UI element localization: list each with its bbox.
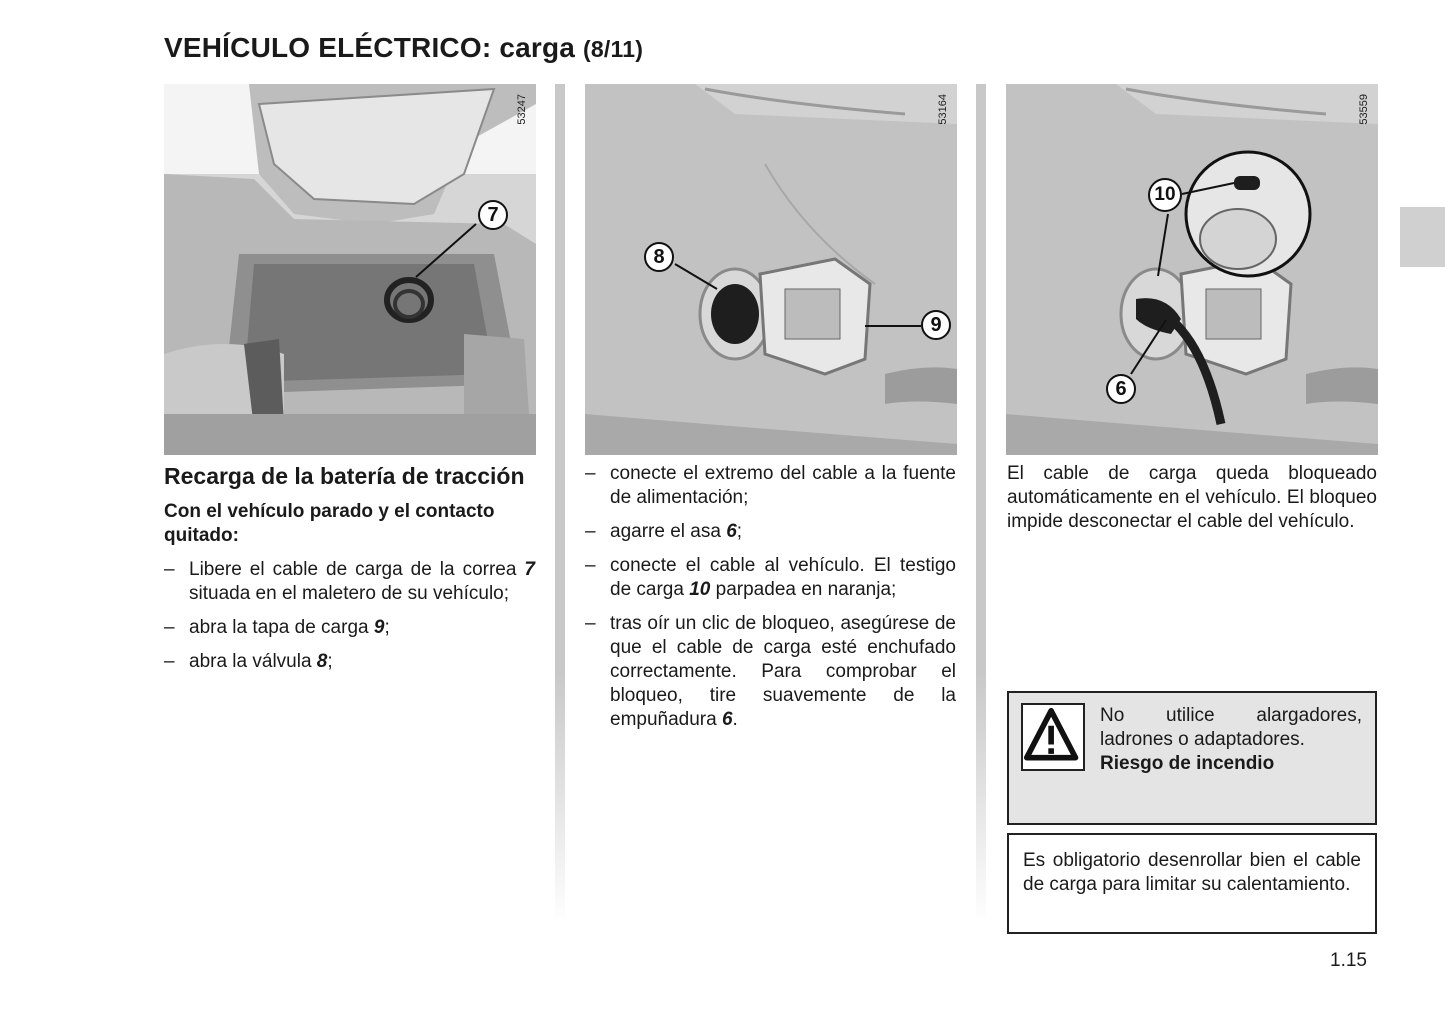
callout-9: 9	[921, 310, 951, 340]
cable-plugged-illustration	[1006, 84, 1378, 455]
subheading: Con el vehículo parado y el contacto quitado:	[164, 501, 495, 546]
reference-number: 9	[373, 617, 385, 638]
warning-triangle-icon	[1021, 703, 1085, 771]
warning-text	[1100, 704, 1362, 776]
column-1-text	[164, 462, 535, 684]
note-box: Es obligatorio desenrollar bien el cable de carga para limitar su calentamiento.	[1007, 833, 1377, 934]
steps-list	[164, 558, 535, 674]
callout-7: 7	[478, 200, 508, 230]
page-title	[164, 32, 643, 64]
column-divider	[976, 84, 986, 924]
reference-number: 7	[524, 559, 535, 580]
charging-flap-illustration	[585, 84, 957, 455]
step-item: – tras oír un clic de bloqueo, asegúrese de que el cable de carga esté enchufado correctamente. Para comprobar el bloqueo, tire suavemente de la empuñadura 6.	[585, 612, 956, 732]
callout-6: 6	[1106, 374, 1136, 404]
reference-number: 6	[726, 521, 737, 542]
figure-code: 53559	[1358, 94, 1370, 125]
column-divider	[555, 84, 565, 924]
callout-10: 10	[1148, 178, 1182, 212]
column-2-text	[585, 462, 956, 742]
section-tab	[1400, 207, 1445, 267]
figure-trunk-cable	[164, 84, 536, 455]
title-part: (8/11)	[583, 36, 644, 62]
step-item: – abra la válvula 8;	[164, 650, 535, 674]
reference-number: 8	[316, 651, 328, 672]
figure-cable-plugged	[1006, 84, 1378, 455]
steps-list	[585, 462, 956, 732]
figure-code: 53247	[516, 94, 528, 125]
title-main: VEHÍCULO ELÉCTRICO: carga	[164, 32, 576, 63]
page-number: 1.15	[1330, 950, 1367, 971]
step-item: – Libere el cable de carga de la correa 7 situada en el maletero de su vehículo;	[164, 558, 535, 606]
car-trunk-cable-illustration	[164, 84, 536, 455]
step-item: – abra la tapa de carga 9;	[164, 616, 535, 640]
callout-8: 8	[644, 242, 674, 272]
figure-code: 53164	[937, 94, 949, 125]
warning-emphasis: Riesgo de incendio	[1100, 753, 1275, 774]
step-item: – conecte el extremo del cable a la fuente de alimentación;	[585, 462, 956, 510]
figure-charging-flap	[585, 84, 957, 455]
warning-box	[1007, 691, 1377, 825]
reference-number: 6	[721, 709, 733, 730]
reference-number: 10	[689, 579, 711, 600]
section-heading: Recarga de la batería de tracción	[164, 463, 525, 489]
step-item: – agarre el asa 6;	[585, 520, 956, 544]
warning-message: No utilice alargadores, ladrones o adaptadores.	[1100, 705, 1362, 750]
column-3-paragraph: El cable de carga queda bloqueado automáticamente en el vehículo. El bloqueo impide desconectar el cable del vehículo.	[1007, 463, 1377, 532]
step-item: – conecte el cable al vehículo. El testigo de carga 10 parpadea en naranja;	[585, 554, 956, 602]
